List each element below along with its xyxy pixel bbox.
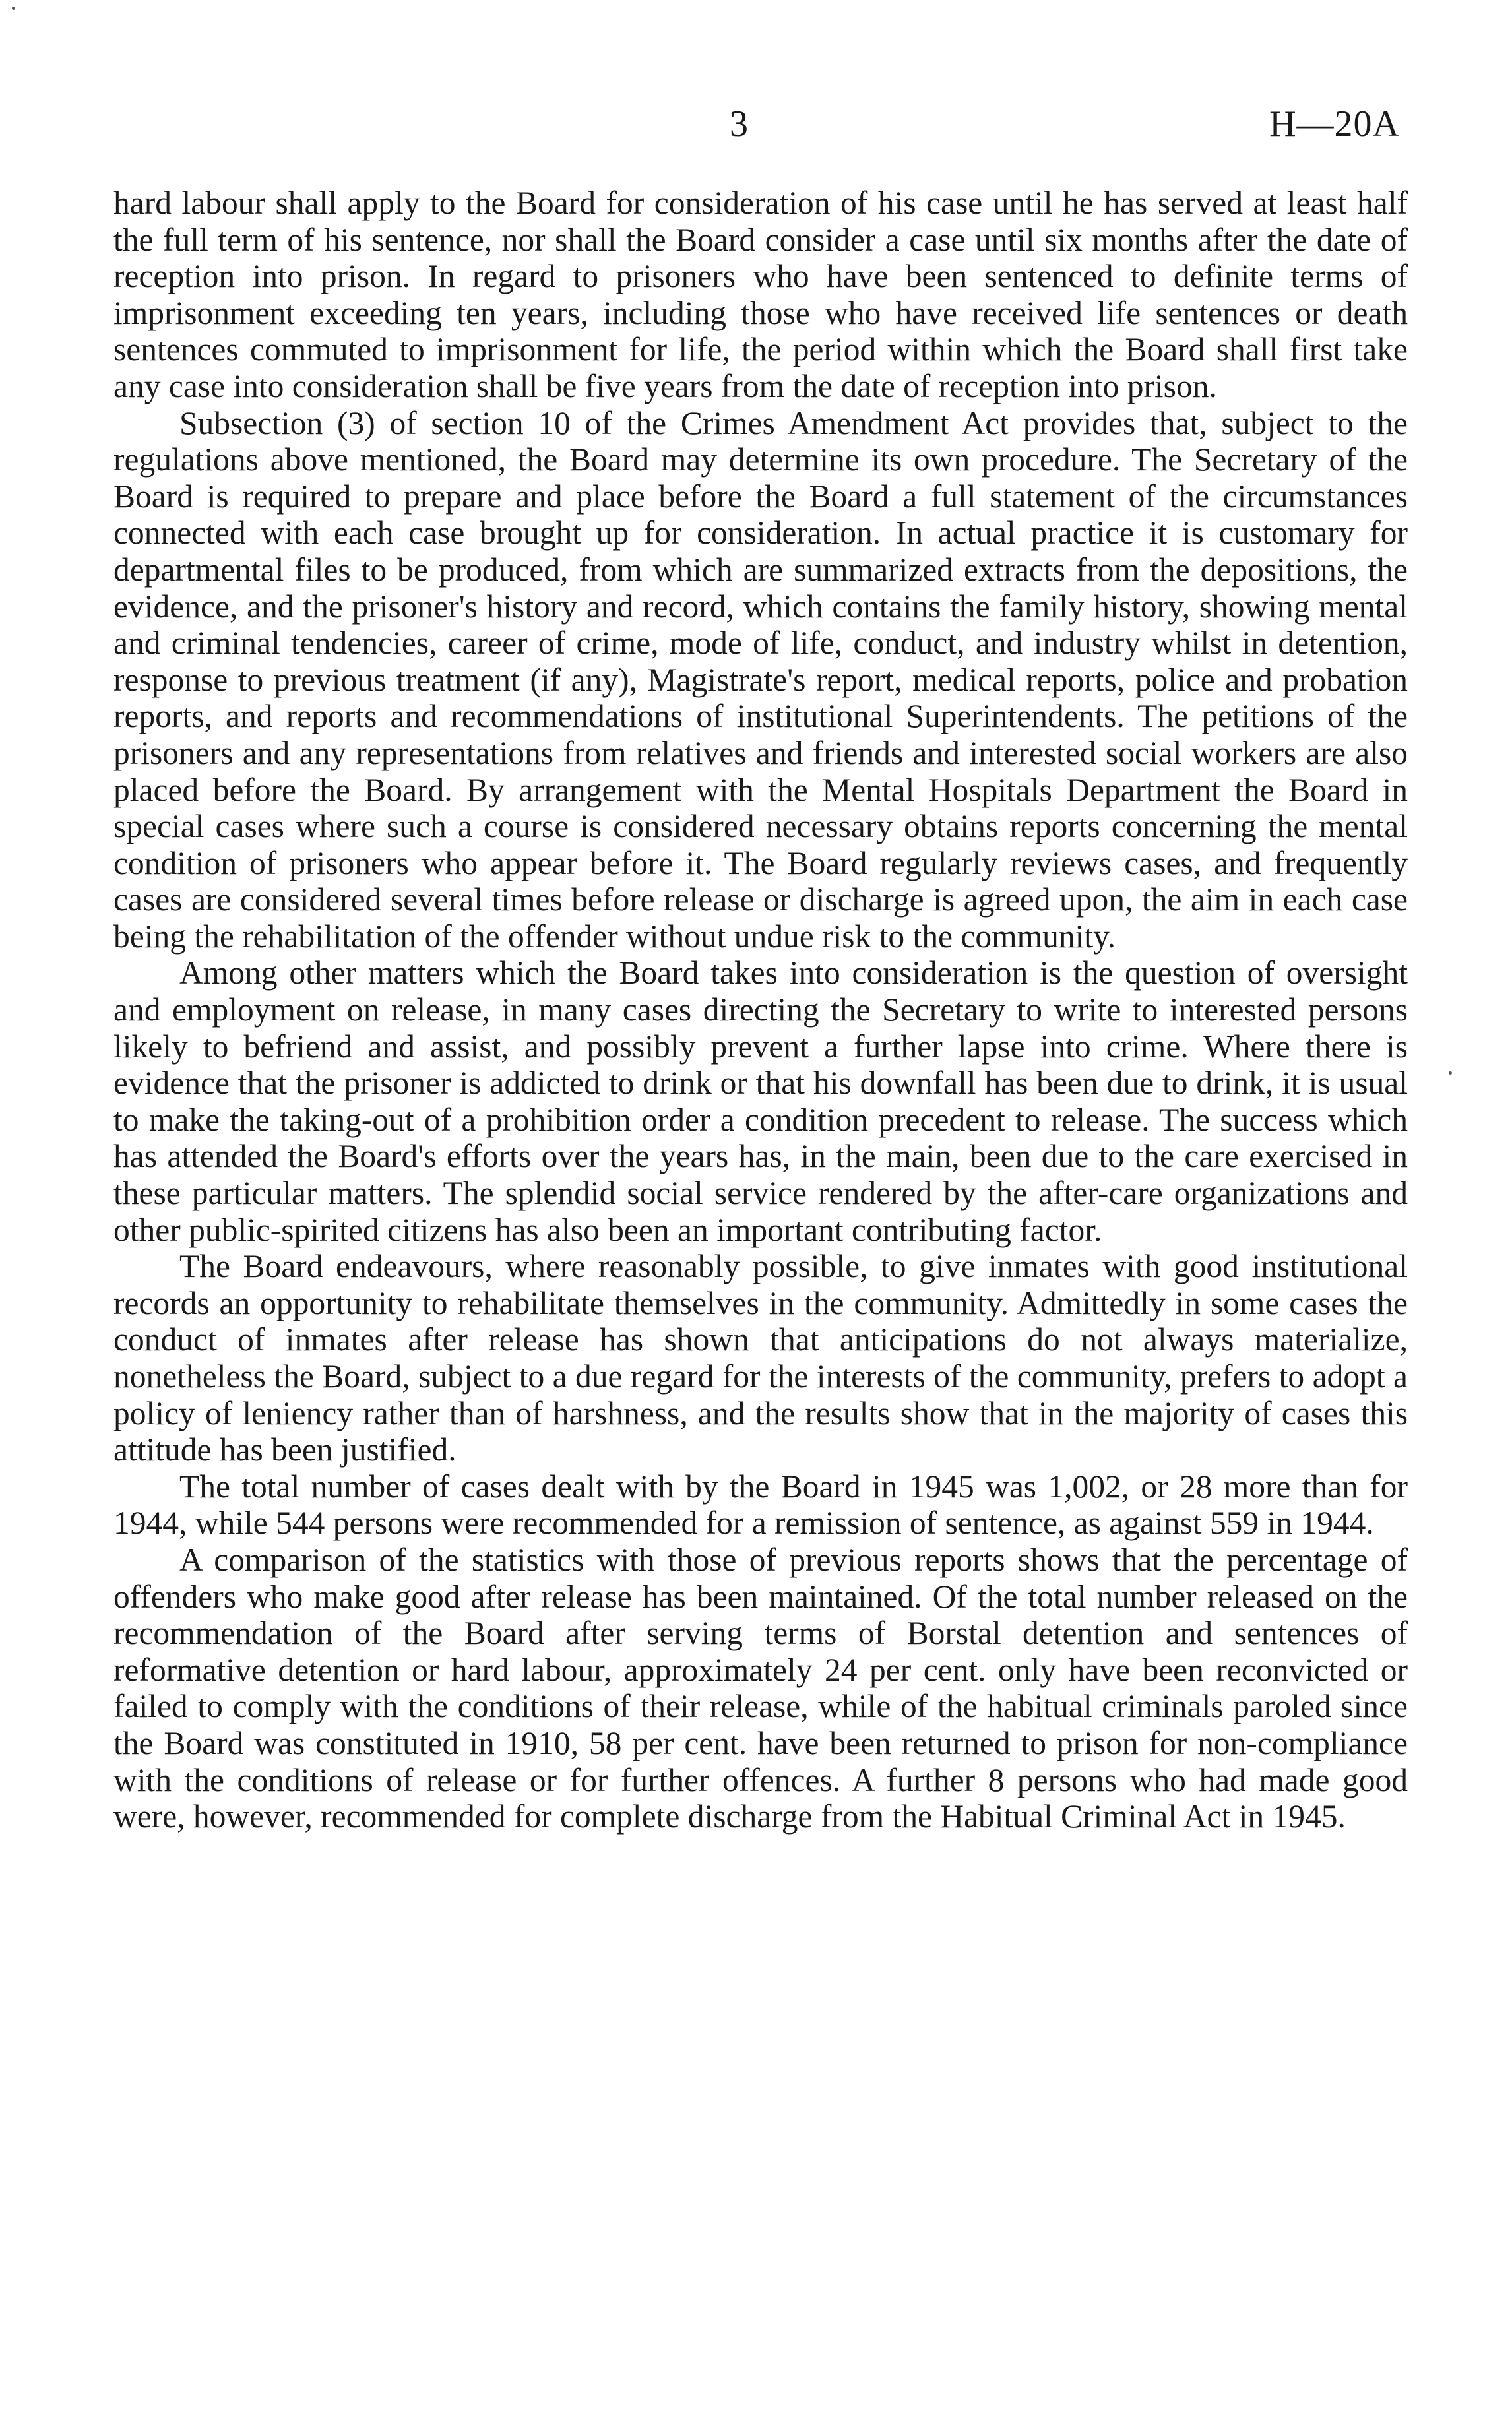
page-number: 3	[730, 104, 748, 144]
body-text	[113, 185, 1408, 1835]
paragraph-case-totals: The total number of cases dealt with by the Board in 1945 was 1,002, or 28 more than for 1944, while 544 persons were recommended for a remission of sentence, as against 559 in 1944.	[113, 1468, 1408, 1542]
paragraph-leniency: The Board endeavours, where reasonably possible, to give inmates with good institutional records an opportunity to rehabilitate themselves in the community. Admittedly in some cases the conduct of inmates after release has shown that anticipations do not always materialize, nonetheless the Board, subject to a due regard for the interests of the community, prefers to adopt a policy of leniency rather than of harshness, and the results show that in the majority of cases this attitude has been justified.	[113, 1248, 1408, 1468]
scan-speck-top	[12, 7, 15, 10]
scan-speck-margin	[1449, 1071, 1452, 1075]
paragraph-procedure: Subsection (3) of section 10 of the Crimes Amendment Act provides that, subject to the regulations above mentioned, the Board may determine its own procedure. The Secretary of the Board is required to prepare and place before the Board a full statement of the circumstances connected with each case brought up for consideration. In actual practice it is customary for departmental files to be produced, from which are summarized extracts from the depositions, the evidence, and the prisoner's history and record, which contains the family history, showing mental and criminal tendencies, career of crime, mode of life, conduct, and industry whilst in detention, response to previous treatment (if any), Magistrate's report, medical reports, police and probation reports, and reports and recommendations of institutional Superintendents. The petitions of the prisoners and any representations from relatives and friends and interested social workers are also placed before the Board. By arrangement with the Mental Hospitals Department the Board in special cases where such a course is considered necessary obtains reports concerning the mental condition of prisoners who appear before it. The Board regularly reviews cases, and frequently cases are considered several times before release or discharge is agreed upon, the aim in each case being the rehabilitation of the offender without undue risk to the community.	[113, 404, 1408, 955]
paragraph-continued: hard labour shall apply to the Board for consideration of his case until he has served at least half the full term of his sentence, nor shall the Board consider a case until six months after the date of reception into prison. In regard to prisoners who have been sentenced to definite terms of imprisonment exceeding ten years, including those who have received life sentences or death sentences commuted to imprisonment for life, the period within which the Board shall first take any case into consideration shall be five years from the date of reception into prison.	[113, 185, 1408, 404]
document-reference: H—20A	[1269, 104, 1400, 144]
paragraph-statistics: A comparison of the statistics with those of previous reports shows that the percentage of offenders who make good after release has been maintained. Of the total number released on the recommendation of the Board after serving terms of Borstal detention and sentences of reformative detention or hard labour, approximately 24 per cent. only have been reconvicted or failed to comply with the conditions of their release, while of the habitual criminals paroled since the Board was constituted in 1910, 58 per cent. have been returned to prison for non-compliance with the conditions of release or for further offences. A further 8 persons who had made good were, however, recommended for complete discharge from the Habitual Criminal Act in 1945.	[113, 1541, 1408, 1835]
paragraph-oversight: Among other matters which the Board takes into consideration is the question of oversight and employment on release, in many cases directing the Secretary to write to interested persons likely to befriend and assist, and possibly prevent a further lapse into crime. Where there is evidence that the prisoner is addicted to drink or that his downfall has been due to drink, it is usual to make the taking-out of a prohibition order a condition precedent to release. The success which has attended the Board's efforts over the years has, in the main, been due to the care exercised in these particular matters. The splendid social service rendered by the after-care organizations and other public-spirited citizens has also been an important contributing factor.	[113, 955, 1408, 1248]
